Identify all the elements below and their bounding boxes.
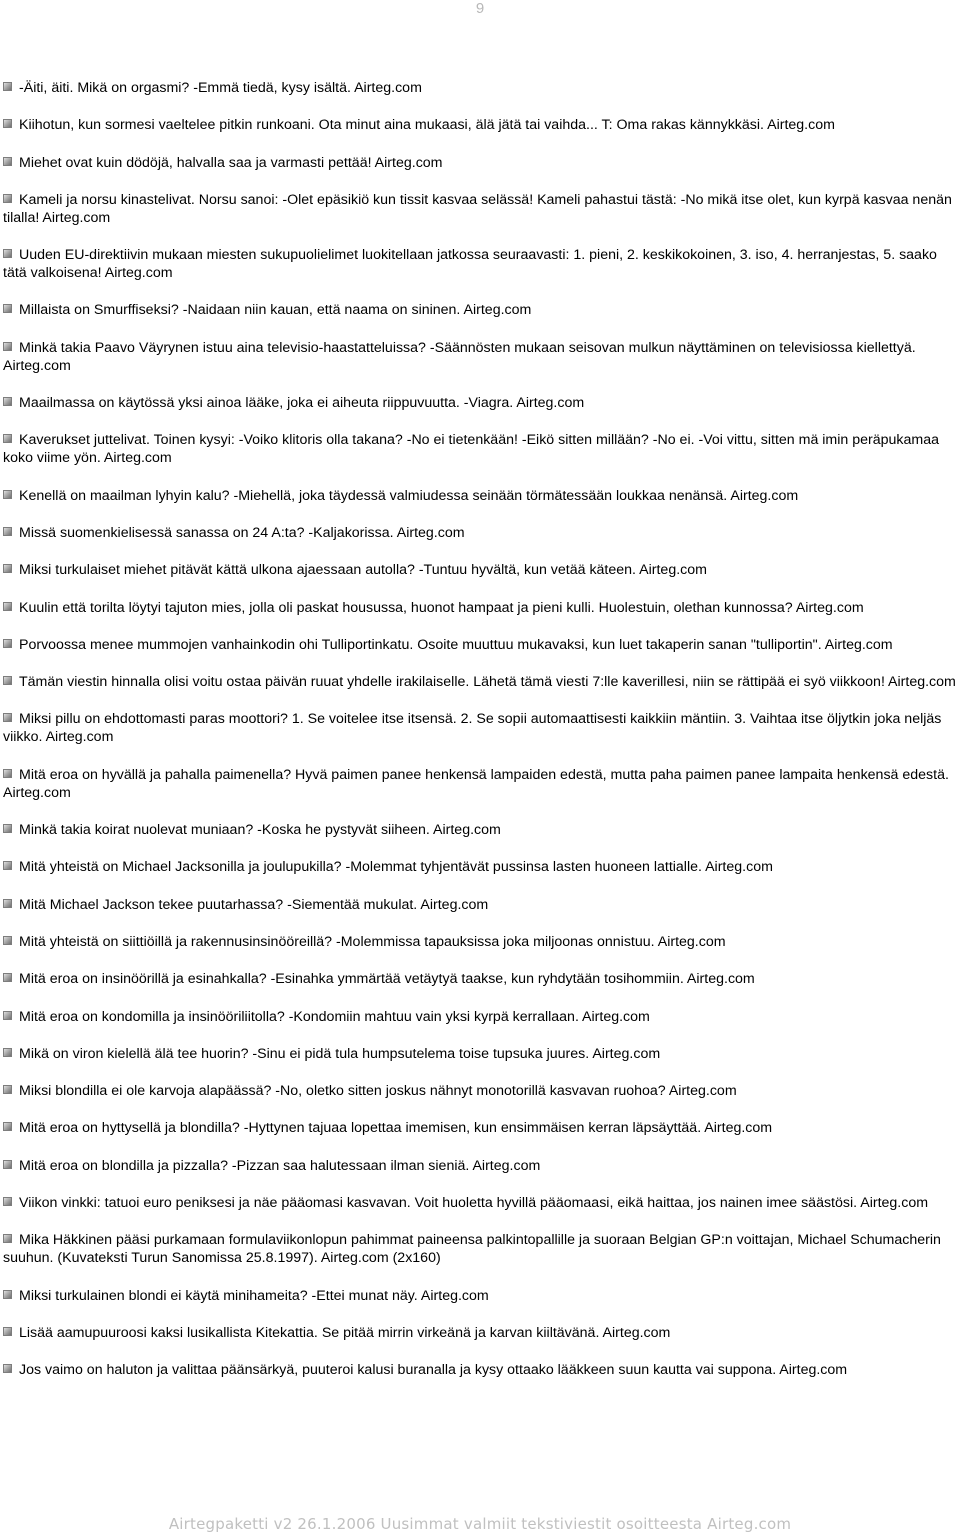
joke-text: Missä suomenkielisessä sanassa on 24 A:ta? -Kaljakorissa. Airteg.com	[19, 524, 465, 541]
list-item	[3, 1008, 958, 1026]
list-item	[3, 1082, 958, 1100]
list-item	[3, 191, 958, 227]
joke-text: Mitä eroa on hyvällä ja pahalla paimenella? Hyvä paimen panee henkensä lampaiden edestä, mutta paha paimen panee lampaita henkensä edestä. Airteg.com	[3, 766, 949, 801]
joke-text: Mitä Michael Jackson tekee puutarhassa? -Siementää mukulat. Airteg.com	[19, 896, 489, 913]
bullet-icon	[3, 434, 12, 443]
joke-text: Miksi pillu on ehdottomasti paras moottori? 1. Se voitelee itse itsensä. 2. Se sopii automaattisesti kaikkiin mäntiin. 3. Vaihtaa itse öljytkin joka neljäs viikko. Airteg.com	[3, 711, 942, 746]
list-item	[3, 970, 958, 988]
list-item	[3, 394, 958, 412]
bullet-icon	[3, 713, 12, 722]
list-item	[3, 561, 958, 579]
list-item	[3, 673, 958, 691]
bullet-icon	[3, 490, 12, 499]
joke-text: Minkä takia Paavo Väyrynen istuu aina televisio-haastatteluissa? -Säännösten mukaan seisovan mulkun näyttäminen on televisiossa kiellettyä. Airteg.com	[3, 339, 916, 374]
bullet-icon	[3, 936, 12, 945]
joke-list	[3, 79, 958, 1399]
list-item	[3, 1119, 958, 1137]
joke-text: Mitä yhteistä on siittiöillä ja rakennusinsinööreillä? -Molemmissa tapauksissa joka miljoonas onnistuu. Airteg.com	[19, 933, 726, 950]
joke-text: Porvoossa menee mummojen vanhainkodin ohi Tulliportinkatu. Osoite muuttuu mukavaksi, kun luet takaperin sanan "tulliportin". Airteg.com	[19, 636, 893, 653]
list-item	[3, 487, 958, 505]
bullet-icon	[3, 899, 12, 908]
bullet-icon	[3, 157, 12, 166]
list-item	[3, 301, 958, 319]
list-item	[3, 524, 958, 542]
bullet-icon	[3, 1327, 12, 1336]
list-item	[3, 1045, 958, 1063]
joke-text: Mikä on viron kielellä älä tee huorin? -Sinu ei pidä tula humpsutelema toise tupsuka juures. Airteg.com	[19, 1045, 661, 1062]
joke-text: Kenellä on maailman lyhyin kalu? -Miehellä, joka täydessä valmiudessa seinään törmätessään loukkaa nenänsä. Airteg.com	[19, 487, 799, 504]
bullet-icon	[3, 769, 12, 778]
list-item	[3, 710, 958, 746]
joke-text: Maailmassa on käytössä yksi ainoa lääke, joka ei aiheuta riippuvuutta. -Viagra. Airteg.com	[19, 395, 585, 412]
joke-text: Mitä eroa on insinöörillä ja esinahkalla? -Esinahka ymmärtää vetäytyä taakse, kun ryhdytään tosihommiin. Airteg.com	[19, 971, 755, 988]
bullet-icon	[3, 1234, 12, 1243]
list-item	[3, 431, 958, 467]
list-item	[3, 1324, 958, 1342]
joke-text: Mitä yhteistä on Michael Jacksonilla ja joulupukilla? -Molemmat tyhjentävät pussinsa lasten huoneen lattialle. Airteg.com	[19, 859, 773, 876]
list-item	[3, 154, 958, 172]
bullet-icon	[3, 564, 12, 573]
bullet-icon	[3, 82, 12, 91]
list-item	[3, 599, 958, 617]
joke-text: Miksi turkulainen blondi ei käytä minihameita? -Ettei munat näy. Airteg.com	[19, 1287, 489, 1304]
list-item	[3, 636, 958, 654]
joke-text: Lisää aamupuuroosi kaksi lusikallista Kitekattia. Se pitää mirrin virkeänä ja karvan kiiltävänä. Airteg.com	[19, 1324, 671, 1341]
joke-text: Kameli ja norsu kinastelivat. Norsu sanoi: -Olet epäsikiö kun tissit kasvaa selässä! Kameli pahastui tästä: -No mikä itse olet, kun kyrpä kasvaa nenän tilalla! Airteg.com	[3, 191, 952, 226]
bullet-icon	[3, 304, 12, 313]
list-item	[3, 821, 958, 839]
joke-text: Minkä takia koirat nuolevat muniaan? -Koska he pystyvät siiheen. Airteg.com	[19, 822, 501, 839]
list-item	[3, 1361, 958, 1379]
joke-text: Viikon vinkki: tatuoi euro peniksesi ja näe pääomasi kasvavan. Voit huoletta hyvillä pääomaasi, eikä haittaa, jos nainen imee säästösi. Airteg.com	[19, 1195, 929, 1212]
joke-text: Mitä eroa on blondilla ja pizzalla? -Pizzan saa halutessaan ilman sieniä. Airteg.com	[19, 1157, 541, 1174]
bullet-icon	[3, 861, 12, 870]
bullet-icon	[3, 639, 12, 648]
joke-text: Miksi turkulaiset miehet pitävät kättä ulkona ajaessaan autolla? -Tuntuu hyvältä, kun vetää käteen. Airteg.com	[19, 562, 707, 579]
joke-text: Mitä eroa on kondomilla ja insinööriliitolla? -Kondomiin mahtuu vain yksi kyrpä kerrallaan. Airteg.com	[19, 1008, 650, 1025]
page-number: 9	[475, 0, 485, 17]
list-item	[3, 1287, 958, 1305]
joke-text: Miehet ovat kuin dödöjä, halvalla saa ja varmasti pettää! Airteg.com	[19, 154, 443, 171]
joke-text: Kiihotun, kun sormesi vaeltelee pitkin runkoani. Ota minut aina mukaasi, älä jätä tai vaihda... T: Oma rakas kännykkäsi. Airteg.com	[19, 117, 835, 134]
bullet-icon	[3, 824, 12, 833]
bullet-icon	[3, 1122, 12, 1131]
list-item	[3, 79, 958, 97]
bullet-icon	[3, 119, 12, 128]
list-item	[3, 1194, 958, 1212]
list-item	[3, 896, 958, 914]
bullet-icon	[3, 342, 12, 351]
bullet-icon	[3, 194, 12, 203]
list-item	[3, 339, 958, 375]
joke-text: -Äiti, äiti. Mikä on orgasmi? -Emmä tiedä, kysy isältä. Airteg.com	[19, 80, 422, 96]
joke-text: Tämän viestin hinnalla olisi voitu ostaa päivän ruuat yhdelle irakilaiselle. Lähetä tämä viesti 7:lle kaverillesi, niin se rättipää ei syö viikkoon! Airteg.com	[19, 674, 956, 691]
bullet-icon	[3, 1290, 12, 1299]
joke-text: Jos vaimo on haluton ja valittaa päänsärkyä, puuteroi kalusi buranalla ja kysy ottaako lääkkeen suun kautta vai suppona. Airteg.com	[19, 1362, 848, 1379]
list-item	[3, 933, 958, 951]
bullet-icon	[3, 1048, 12, 1057]
bullet-icon	[3, 1011, 12, 1020]
bullet-icon	[3, 676, 12, 685]
joke-text: Uuden EU-direktiivin mukaan miesten sukupuolielimet luokitellaan jatkossa seuraavasti: 1. pieni, 2. keskikokoinen, 3. iso, 4. herranjestas, 5. saako tätä valkoisena! Airteg.com	[3, 247, 937, 282]
page-footer: Airtegpaketti v2 26.1.2006 Uusimmat valmiit tekstiviestit osoitteesta Airteg.com	[168, 1515, 792, 1533]
bullet-icon	[3, 249, 12, 258]
joke-text: Mika Häkkinen pääsi purkamaan formulaviikonlopun pahimmat paineensa palkintopallille ja suoraan Belgian GP:n voittajan, Michael Schumacherin suuhun. (Kuvateksti Turun Sanomissa 25.8.1997). Airteg.com (2x160)	[3, 1232, 941, 1267]
bullet-icon	[3, 1085, 12, 1094]
bullet-icon	[3, 1160, 12, 1169]
joke-text: Miksi blondilla ei ole karvoja alapäässä? -No, oletko sitten joskus nähnyt monotorillä kasvavan ruohoa? Airteg.com	[19, 1083, 737, 1100]
joke-text: Kuulin että torilta löytyi tajuton mies, jolla oli paskat housussa, huonot hampaat ja pieni kulli. Huolestuin, olethan kunnossa? Airteg.com	[19, 599, 864, 616]
joke-text: Mitä eroa on hyttysellä ja blondilla? -Hyttynen tajuaa lopettaa imemisen, kun ensimmäisen kerran läpsäyttää. Airteg.com	[19, 1120, 773, 1137]
bullet-icon	[3, 397, 12, 406]
bullet-icon	[3, 973, 12, 982]
bullet-icon	[3, 602, 12, 611]
list-item	[3, 246, 958, 282]
list-item	[3, 766, 958, 802]
list-item	[3, 116, 958, 134]
bullet-icon	[3, 1197, 12, 1206]
bullet-icon	[3, 1364, 12, 1373]
list-item	[3, 858, 958, 876]
bullet-icon	[3, 527, 12, 536]
list-item	[3, 1231, 958, 1267]
joke-text: Kaverukset juttelivat. Toinen kysyi: -Voiko klitoris olla takana? -No ei tietenkään! -Eikö sitten millään? -No ei. -Voi vittu, sitten mä imin peräpukamaa koko viime yön. Airteg.com	[3, 432, 939, 467]
list-item	[3, 1157, 958, 1175]
joke-text: Millaista on Smurffiseksi? -Naidaan niin kauan, että naama on sininen. Airteg.com	[19, 302, 532, 319]
